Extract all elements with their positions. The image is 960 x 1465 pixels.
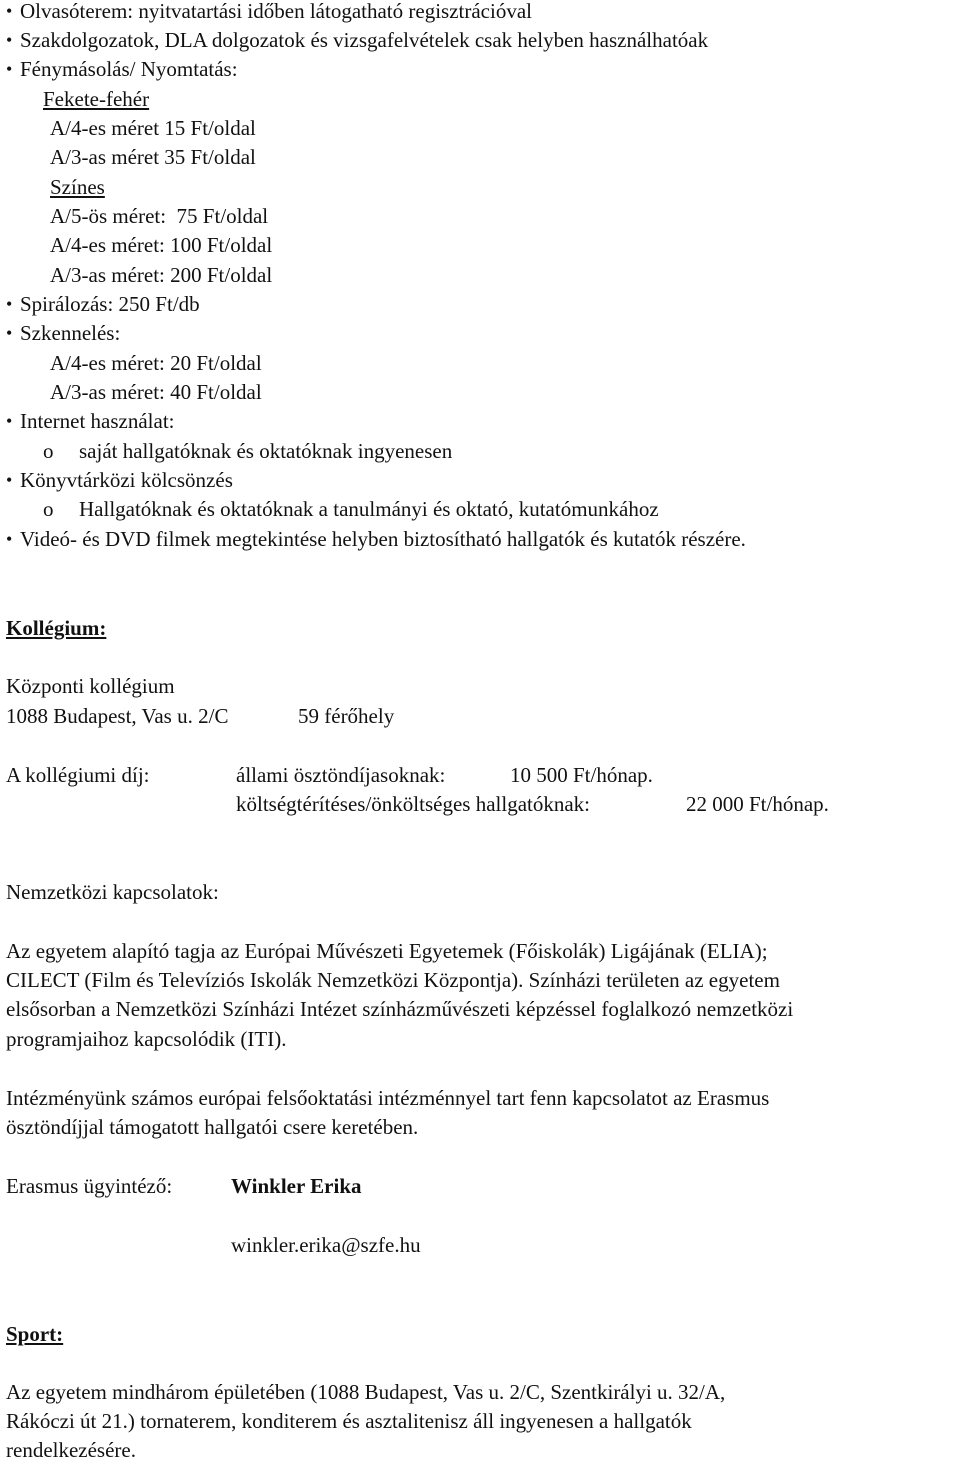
bullet-icon: • (6, 529, 13, 549)
paragraph-line: Intézményünk számos európai felsőoktatási intézménnyel tart fenn kapcsolatot az Erasmus (6, 1086, 770, 1110)
price-line: A/5-ös méret: 75 Ft/oldal (50, 204, 269, 228)
list-item-video: Videó- és DVD filmek megtekintése helyben biztosítható hallgatók és kutatók részére. (20, 527, 746, 551)
bullet-icon: • (6, 470, 13, 490)
paragraph-line: ösztöndíjjal támogatott hallgatói csere keretében. (6, 1115, 419, 1139)
sub-bullet-marker: o (43, 497, 54, 521)
paragraph-line: Az egyetem mindhárom épületében (1088 Budapest, Vas u. 2/C, Szentkirályi u. 32/A, (6, 1380, 726, 1404)
fee1-label: állami ösztöndíjasoknak: (236, 763, 446, 787)
dorm-fee-label: A kollégiumi díj: (6, 763, 150, 787)
paragraph-line: Rákóczi út 21.) tornaterem, konditerem és asztalitenisz áll ingyenesen a hallgatók (6, 1409, 692, 1433)
bw-heading: Fekete-fehér (43, 87, 150, 111)
price-line: A/3-as méret: 40 Ft/oldal (50, 380, 262, 404)
paragraph-line: Az egyetem alapító tagja az Európai Művészeti Egyetemek (Főiskolák) Ligájának (ELIA); (6, 939, 768, 963)
price-line: A/3-as méret 35 Ft/oldal (50, 145, 256, 169)
bullet-icon: • (6, 59, 13, 79)
list-item-scan: Szkennelés: (20, 321, 121, 345)
list-item-spiral: Spirálozás: 250 Ft/db (20, 292, 200, 316)
fee1-value: 10 500 Ft/hónap. (510, 763, 653, 787)
erasmus-email-link[interactable]: winkler.erika@szfe.hu (231, 1233, 421, 1257)
bullet-icon: • (6, 1, 13, 21)
color-heading: Színes (50, 175, 105, 199)
paragraph-line: programjaihoz kapcsolódik (ITI). (6, 1027, 287, 1051)
sub-item-internet: saját hallgatóknak és oktatóknak ingyenesen (79, 439, 453, 463)
dorm-name: Központi kollégium (6, 674, 175, 698)
paragraph-line: CILECT (Film és Televíziós Iskolák Nemzetközi Központja). Színházi területen az egyetem (6, 968, 780, 992)
bullet-icon: • (6, 30, 13, 50)
fee2-value: 22 000 Ft/hónap. (686, 792, 829, 816)
price-line: A/4-es méret: 20 Ft/oldal (50, 351, 262, 375)
list-item-internet: Internet használat: (20, 409, 175, 433)
dorm-capacity: 59 férőhely (298, 704, 395, 728)
bullet-icon: • (6, 323, 13, 343)
sub-bullet-marker: o (43, 439, 54, 463)
erasmus-label: Erasmus ügyintéző: (6, 1174, 173, 1198)
bullet-icon: • (6, 411, 13, 431)
paragraph-line: elsősorban a Nemzetközi Színházi Intézet színházművészeti képzéssel foglalkozó nemzetközi (6, 997, 794, 1021)
price-line: A/3-as méret: 200 Ft/oldal (50, 263, 273, 287)
list-item-ill: Könyvtárközi kölcsönzés (20, 468, 233, 492)
paragraph-line: rendelkezésére. (6, 1438, 136, 1462)
bullet-icon: • (6, 294, 13, 314)
price-line: A/4-es méret 15 Ft/oldal (50, 116, 256, 140)
fee2-label: költségtérítéses/önköltséges hallgatóknak: (236, 792, 591, 816)
list-item-copying: Fénymásolás/ Nyomtatás: (20, 57, 238, 81)
section-heading-dorm: Kollégium: (6, 616, 107, 640)
section-heading-sport: Sport: (6, 1322, 64, 1346)
sub-item-ill: Hallgatóknak és oktatóknak a tanulmányi és oktató, kutatómunkához (79, 497, 659, 521)
list-item-reading-room: Olvasóterem: nyitvatartási időben látogatható regisztrációval (20, 0, 532, 23)
list-item-theses: Szakdolgozatok, DLA dolgozatok és vizsgafelvételek csak helyben használhatóak (20, 28, 709, 52)
dorm-address: 1088 Budapest, Vas u. 2/C (6, 704, 229, 728)
price-line: A/4-es méret: 100 Ft/oldal (50, 233, 273, 257)
erasmus-contact-name: Winkler Erika (231, 1174, 362, 1198)
section-heading-international: Nemzetközi kapcsolatok: (6, 880, 219, 904)
